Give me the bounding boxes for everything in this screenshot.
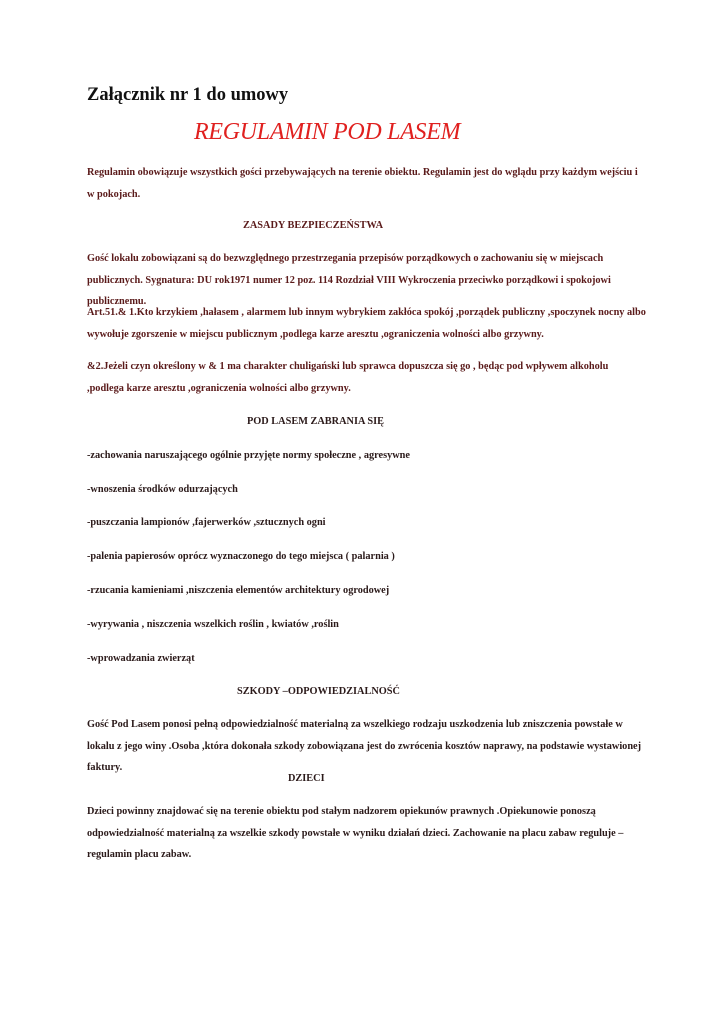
forbidden-list-item: -wyrywania , niszczenia wszelkich roślin , kwiatów ,roślin — [87, 619, 339, 630]
section-heading-forbidden: POD LASEM ZABRANIA SIĘ — [247, 416, 385, 427]
document-heading: Załącznik nr 1 do umowy — [87, 85, 289, 105]
damage-paragraph: Gość Pod Lasem ponosi pełną odpowiedzialność materialną za wszelkiego rodzaju uszkodzenia lub zniszczenia powstałe w lokalu z jego winy .Osoba ,która dokonała szkody zobowiązana jest do zwrócenia kosztów naprawy, na podstawie wystawionej faktury. — [87, 719, 642, 773]
intro-paragraph: Regulamin obowiązuje wszystkich gości przebywających na terenie obiektu. Regulamin jest do wglądu przy każdym wejściu i w pokojach. — [87, 167, 638, 200]
children-paragraph: Dzieci powinny znajdować się na terenie obiektu pod stałym nadzorem opiekunów prawnych .Opiekunowie ponoszą odpowiedzialność materialną za wszelkie szkody powstałe w wyniku działań dzieci. Zachowanie na placu zabaw reguluje –regulamin placu zabaw. — [87, 806, 624, 860]
document-title: REGULAMIN POD LASEM — [194, 119, 461, 145]
safety-paragraph-2: Art.51.& 1.Kto krzykiem ,hałasem , alarmem lub innym wybrykiem zakłóca spokój ,porządek publiczny ,spoczynek nocny albo wywołuje zgorszenie w miejscu publicznym ,podlega karze aresztu ,ograniczenia wolności albo grzywny. — [87, 307, 646, 340]
forbidden-list-item: -rzucania kamieniami ,niszczenia elementów architektury ogrodowej — [87, 585, 390, 596]
section-heading-damage: SZKODY –ODPOWIEDZIALNOŚĆ — [237, 686, 400, 697]
forbidden-list-item: -zachowania naruszającego ogólnie przyjęte normy społeczne , agresywne — [87, 450, 410, 461]
safety-paragraph-3: &2.Jeżeli czyn określony w & 1 ma charakter chuligański lub sprawca dopuszcza się go , będąc pod wpływem alkoholu ,podlega karze aresztu ,ograniczenia wolności albo grzywny. — [87, 361, 609, 394]
forbidden-list-item: -puszczania lampionów ,fajerwerków ,sztucznych ogni — [87, 517, 326, 528]
section-heading-children: DZIECI — [288, 773, 325, 784]
section-heading-safety: ZASADY BEZPIECZEŃSTWA — [243, 220, 384, 231]
forbidden-list-item: -wnoszenia środków odurzających — [87, 484, 238, 495]
forbidden-list-item: -palenia papierosów oprócz wyznaczonego do tego miejsca ( palarnia ) — [87, 551, 395, 562]
forbidden-list-item: -wprowadzania zwierząt — [87, 653, 195, 664]
safety-paragraph-1: Gość lokalu zobowiązani są do bezwzględnego przestrzegania przepisów porządkowych o zachowaniu się w miejscach publicznych. Sygnatura: DU rok1971 numer 12 poz. 114 Rozdział VIII Wykroczenia przeciwko porządkowi i spokojowi publicznemu. — [87, 253, 611, 307]
